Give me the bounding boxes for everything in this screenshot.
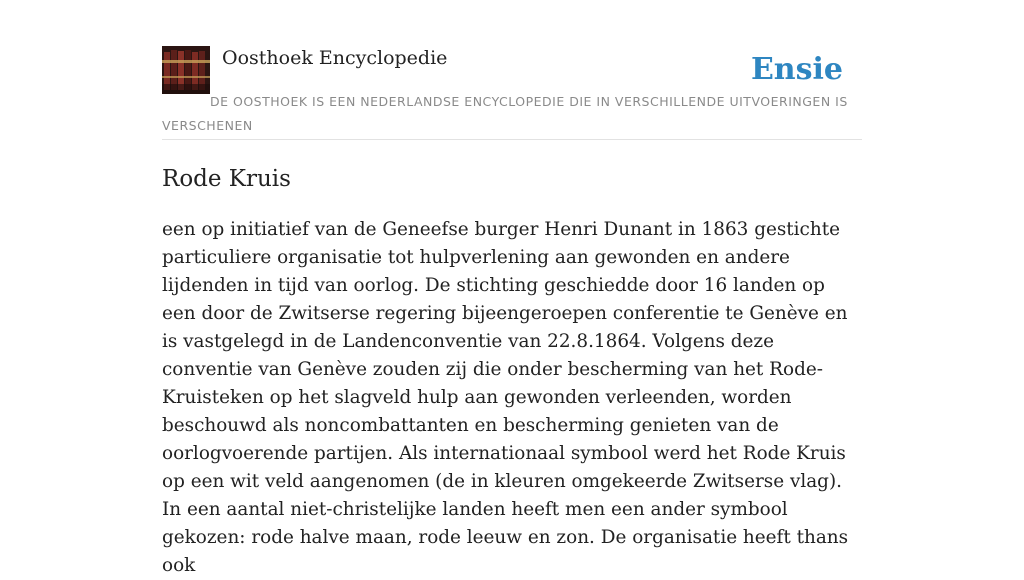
- site-name[interactable]: Oosthoek Encyclopedie: [222, 47, 448, 69]
- brand-logo[interactable]: Ensie: [750, 52, 843, 87]
- site-tagline: DE OOSTHOEK IS EEN NEDERLANDSE ENCYCLOPEDIE DIE IN VERSCHILLENDE UITVOERINGEN IS VERSCHENEN: [162, 94, 848, 133]
- page-title: Rode Kruis: [162, 166, 291, 192]
- encyclopedia-books-icon: [162, 46, 210, 94]
- article-body: een op initiatief van de Geneefse burger Henri Dunant in 1863 gestichte particuliere organisatie tot hulpverlening aan gewonden en andere lijdenden in tijd van oorlog. De stichting geschiedde door 16 landen op een door de Zwitserse regering bijeengeroepen conferentie te Genève en is vastgelegd in de Landenconventie van 22.8.1864. Volgens deze conventie van Genève zouden zij die onder bescherming van het Rode-Kruisteken op het slagveld hulp aan gewonden verleenden, worden beschouwd als noncombattanten en bescherming genieten van de oorlogvoerende partijen. Als internationaal symbool werd het Rode Kruis op een wit veld aangenomen (de in kleuren omgekeerde Zwitserse vlag). In een aantal niet-christelijke landen heeft men een ander symbool gekozen: rode halve maan, rode leeuw en zon. De organisatie heeft thans ook: [162, 219, 849, 576]
- site-header: [162, 46, 862, 140]
- avatar[interactable]: [162, 46, 210, 94]
